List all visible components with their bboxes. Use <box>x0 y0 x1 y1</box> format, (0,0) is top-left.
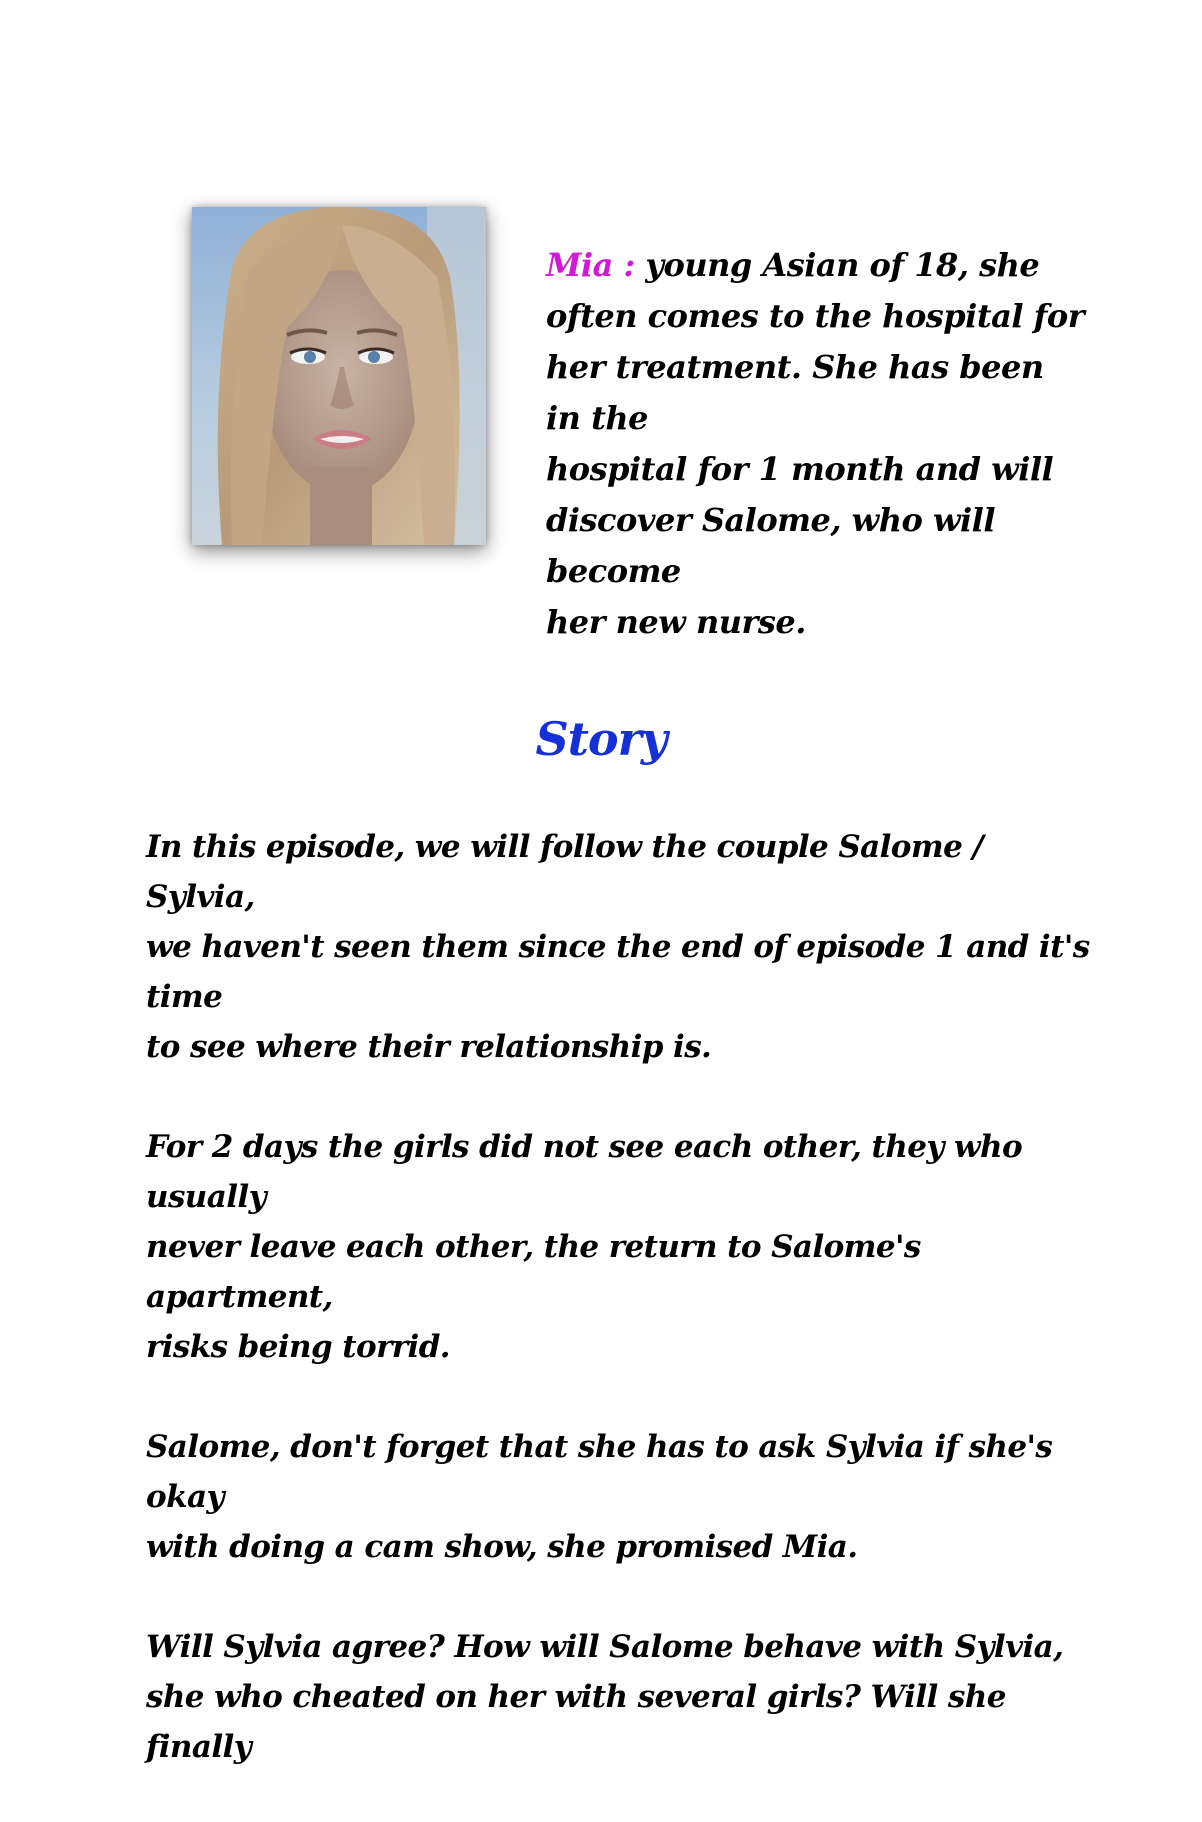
story-line: never leave each other, the return to Salome's apartment, <box>146 1229 921 1315</box>
bio-line: often comes to the hospital for <box>546 297 1085 335</box>
story-line: Will Sylvia agree? How will Salome behave with Sylvia, <box>146 1629 1064 1665</box>
story-line: she who cheated on her with several girls? Will she finally <box>146 1679 1006 1765</box>
bio-line: her treatment. She has been in the <box>546 348 1044 437</box>
bio-line: her new nurse. <box>546 603 806 641</box>
character-portrait <box>192 207 486 545</box>
bio-line: hospital for 1 month and will <box>546 450 1054 488</box>
story-line: Salome, don't forget that she has to ask Sylvia if she's okay <box>146 1429 1053 1515</box>
character-bio <box>546 240 1086 648</box>
story-line: risks being torrid. <box>146 1329 450 1365</box>
story-line: In this episode, we will follow the couple Salome / Sylvia, <box>146 829 984 915</box>
story-line: to see where their relationship is. <box>146 1029 712 1065</box>
story-paragraph <box>146 1422 1096 1572</box>
story-paragraph <box>146 822 1096 1072</box>
story-body <box>146 822 1096 1822</box>
portrait-illustration <box>192 207 486 545</box>
story-paragraph <box>146 1122 1096 1372</box>
name-separator: : <box>612 246 646 284</box>
character-name: Mia <box>546 246 613 284</box>
bio-line: young Asian of 18, she <box>645 246 1040 284</box>
story-line: with doing a cam show, she promised Mia. <box>146 1529 858 1565</box>
story-line: we haven't seen them since the end of episode 1 and it's time <box>146 929 1090 1015</box>
story-heading: Story <box>535 712 667 766</box>
story-line: For 2 days the girls did not see each other, they who usually <box>146 1129 1023 1215</box>
story-paragraph <box>146 1622 1096 1772</box>
bio-line: discover Salome, who will become <box>546 501 995 590</box>
